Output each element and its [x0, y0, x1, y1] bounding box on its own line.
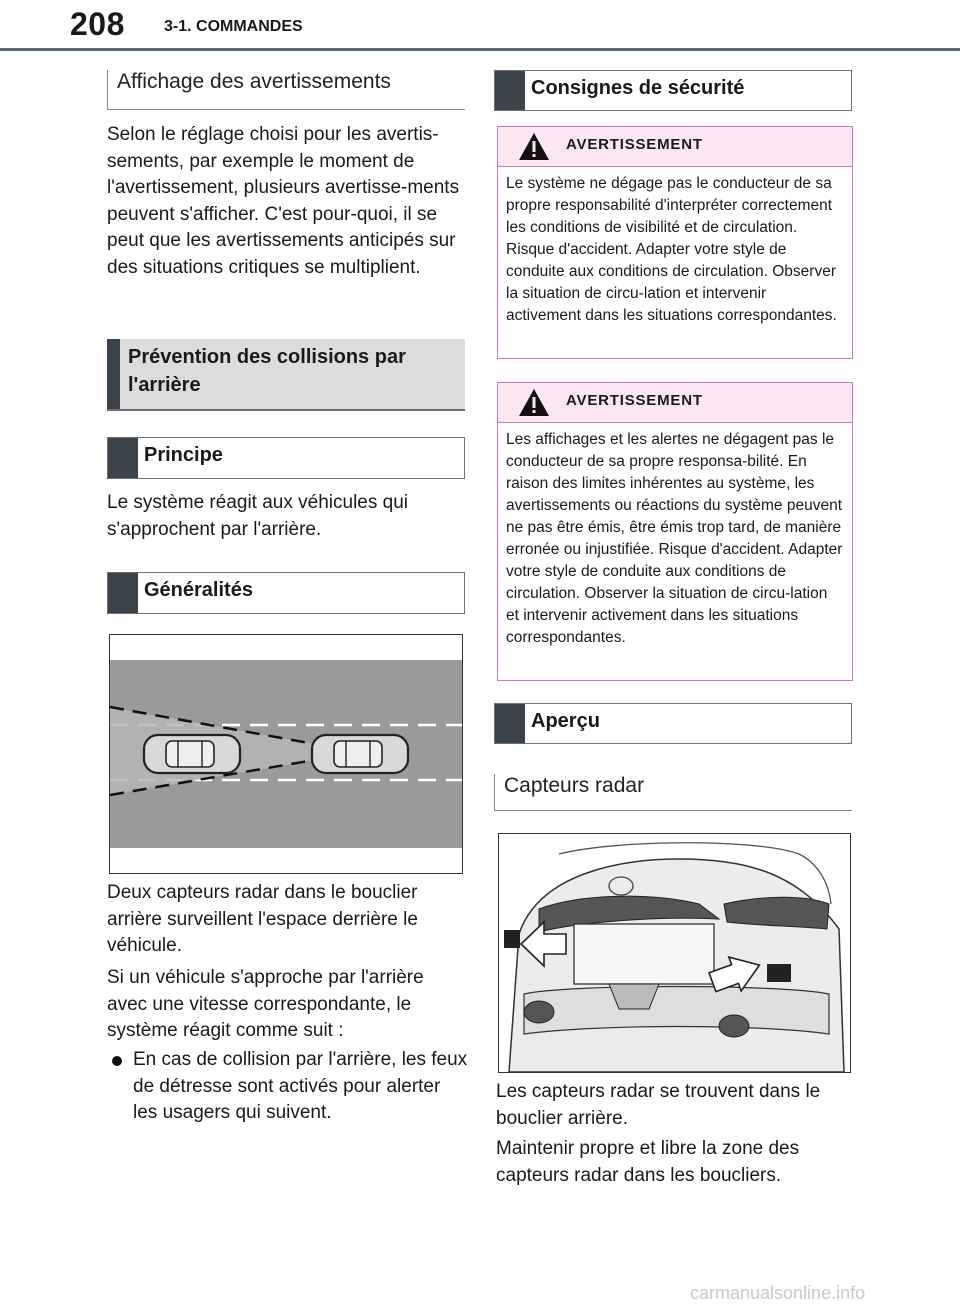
car-rear-illustration	[499, 834, 850, 1072]
paragraph-affichage: Selon le réglage choisi pour les avertis-sements, par exemple le moment de l'avertissement, plusieurs avertisse-ments peuvent s'afficher. C'est pour-quoi, il se peut que les avertissements anticipés sur des situations critiques se multiplient.	[107, 124, 460, 278]
heading-affichage-text: Affichage des avertissements	[117, 70, 391, 93]
paragraph-radar-2: Maintenir propre et libre la zone des capteurs radar dans les boucliers.	[496, 1138, 800, 1186]
heading-apercu	[494, 703, 852, 744]
rear-car-icon	[144, 735, 240, 773]
paragraph-capteurs-1: Deux capteurs radar dans le bouclier arrière surveillent l'espace derrière le véhicule.	[107, 882, 418, 956]
heading-capteurs-radar	[494, 774, 852, 811]
warning-text: Le système ne dégage pas le conducteur de sa propre responsabilité d'interpréter correctement les conditions de visibilité et de circulation. Risque d'accident. Adapter votre style de conduite aux conditions de circulation. Observer la situation de circu-lation et intervenir activement dans les situations correspondantes.	[506, 175, 837, 324]
warning-header	[498, 127, 852, 167]
heading-prevention	[107, 339, 465, 411]
heading-principe-text: Principe	[144, 444, 223, 466]
bullet-dot-icon	[111, 1055, 123, 1067]
watermark: carmanualsonline.info	[690, 1283, 866, 1303]
heading-generalites-text: Généralités	[144, 579, 253, 601]
heading-affichage	[107, 70, 465, 110]
heading-consignes	[494, 70, 852, 111]
paragraph-capteurs-2: Si un véhicule s'approche par l'arrière avec une vitesse correspondante, le système réagit comme suit :	[107, 967, 424, 1041]
heading-prevention-text: Prévention des collisions par l'arrière	[128, 346, 406, 396]
paragraph-principe: Le système réagit aux véhicules qui s'approchent par l'arrière.	[107, 492, 408, 540]
bullet-item-text: En cas de collision par l'arrière, les feux de détresse sont activés pour alerter les usagers qui suivent.	[133, 1049, 468, 1123]
warning-label: AVERTISSEMENT	[566, 392, 703, 409]
bullet-item	[107, 1047, 469, 1127]
warning-box-1	[497, 126, 853, 359]
rear-collision-illustration	[110, 635, 462, 873]
warning-header	[498, 383, 852, 423]
warning-text: Les affichages et les alertes ne dégagent pas le conducteur de sa propre responsa-bilité. En raison des limites inhérentes au système, les avertissements ou réactions du système peuvent ne pas être émis, être émis trop tard, de manière erronée ou injustifiée. Risque d'accident. Adapter votre style de conduite aux conditions de circulation. Observer la situation de circu-lation et intervenir activement dans les situations correspondantes.	[506, 431, 843, 646]
header-rule	[0, 48, 960, 51]
page-number: 208	[70, 6, 125, 42]
section-title: 3-1. COMMANDES	[164, 18, 303, 35]
warning-box-2	[497, 382, 853, 681]
heading-capteurs-radar-text: Capteurs radar	[504, 774, 645, 797]
heading-apercu-text: Aperçu	[531, 710, 600, 732]
warning-triangle-icon	[518, 132, 550, 161]
radar-sensor-figure	[498, 833, 851, 1073]
warning-triangle-icon	[518, 388, 550, 417]
front-car-icon	[312, 735, 408, 773]
heading-generalites	[107, 572, 465, 614]
warning-label: AVERTISSEMENT	[566, 136, 703, 153]
paragraph-radar-1: Les capteurs radar se trouvent dans le bouclier arrière.	[496, 1081, 821, 1129]
rear-collision-diagram	[109, 634, 463, 874]
heading-consignes-text: Consignes de sécurité	[531, 77, 745, 99]
heading-principe	[107, 437, 465, 479]
